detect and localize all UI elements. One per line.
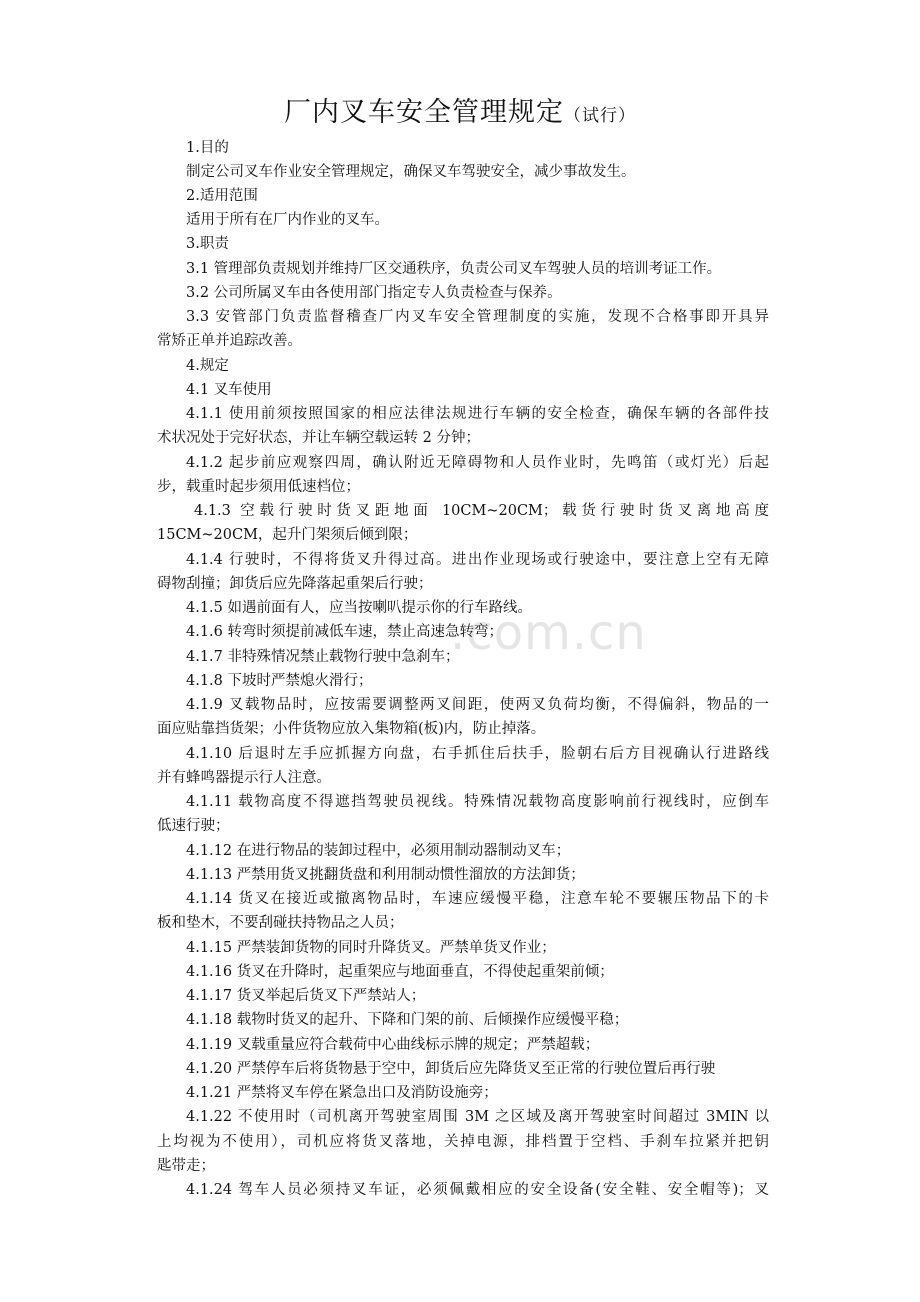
body-line: 4.1.10 后退时左手应抓握方向盘，右手抓住后扶手，脸朝右后方目视确认行进路线 [186,746,769,762]
body-line: 4.1.15 严禁装卸货物的同时升降货叉。严禁单货叉作业； [186,940,556,956]
body-line: 4.1.2 起步前应观察四周，确认附近无障碍物和人员作业时，先鸣笛（或灯光）后起 [186,455,769,471]
body-line: 4.1.5 如遇前面有人，应当按喇叭提示你的行车路线。 [186,600,533,616]
body-line: 4.1.13 严禁用货叉挑翻货盘和利用制动惯性溜放的方法卸货； [186,867,585,883]
body-line: 4.1.24 驾车人员必须持叉车证，必须佩戴相应的安全设备(安全鞋、安全帽等)；叉 [186,1182,769,1198]
body-line: 3.3 安管部门负责监督稽查厂内叉车安全管理制度的实施，发现不合格事即开具异 [186,309,769,325]
body-line: 4.1.21 严禁将叉车停在紧急出口及消防设施旁； [186,1085,498,1101]
body-line: 制定公司叉车作业安全管理规定，确保叉车驾驶安全，减少事故发生。 [186,164,636,180]
body-line: 匙带走； [157,1158,215,1174]
body-line: 适用于所有在厂内作业的叉车。 [186,212,389,228]
body-line: 4.1.1 使用前须按照国家的相应法律法规进行车辆的安全检查，确保车辆的各部件技 [186,406,769,422]
body-line: 4.1.16 货叉在升降时，起重架应与地面垂直，不得使起重架前倾； [186,964,614,980]
body-line: 术状况处于完好状态，并让车辆空载运转 2 分钟； [157,430,480,446]
body-line: 4.1.7 非特殊情况禁止载物行驶中急刹车； [186,649,460,665]
body-line: 4.1.20 严禁停车后将货物悬于空中，卸货后应先降货叉至正常的行驶位置后再行驶 [186,1061,716,1077]
body-line: 低速行驶； [157,818,230,834]
body-line: 15CM~20CM，起升门架须后倾到限； [157,527,418,543]
body-line: 4.1.19 叉载重量应符合载荷中心曲线标示牌的规定；严禁超载； [186,1037,600,1053]
body-line: 4.1.9 叉载物品时，应按需要调整两叉间距，使两叉负荷均衡，不得偏斜，物品的一 [186,697,769,713]
body-line: 上均视为不使用），司机应将货叉落地，关掉电源，排档置于空档、手刹车拉紧并把钥 [157,1134,769,1150]
body-line: 4.1.18 载物时货叉的起升、下降和门架的前、后倾操作应缓慢平稳； [186,1012,629,1028]
heading-forklift-use: 4.1 叉车使用 [186,382,272,398]
body-line: 板和垫木，不要刮碰扶持物品之人员； [157,915,404,931]
body-line: 碍物刮撞；卸货后应先降落起重架后行驶； [157,576,433,592]
body-line: 并有蜂鸣器提示行人注意。 [157,770,331,786]
body-line: 3.2 公司所属叉车由各使用部门指定专人负责检查与保养。 [186,285,562,301]
body-line: 步，载重时起步须用低速档位； [157,479,360,495]
title-suffix: （试行） [564,106,636,126]
body-line: 3.1 管理部负责规划并维持厂区交通秩序，负责公司叉车驾驶人员的培训考证工作。 [186,261,722,277]
body-line: 常矫正单并追踪改善。 [157,333,302,349]
title-main: 厂内叉车安全管理规定 [284,97,564,128]
heading-purpose: 1.目的 [186,140,229,156]
watermark: .com.cn [450,605,647,661]
body-line: 4.1.12 在进行物品的装卸过程中，必须用制动器制动叉车； [186,843,571,859]
heading-scope: 2.适用范围 [186,188,258,204]
heading-duties: 3.职责 [186,236,229,252]
body-line: 4.1.17 货叉举起后货叉下严禁站人； [186,988,426,1004]
heading-rules: 4.规定 [186,358,229,374]
body-line: 4.1.22 不使用时（司机离开驾驶室周围 3M 之区域及离开驾驶室时间超过 3MIN 以 [186,1109,769,1125]
body-line: 面应贴靠挡货架；小件货物应放入集物箱(板)内，防止掉落。 [157,721,546,737]
body-line: 4.1.14 货叉在接近或撤离物品时，车速应缓慢平稳，注意车轮不要辗压物品下的卡 [186,891,769,907]
body-line: 4.1.8 下坡时严禁熄火滑行； [186,673,373,689]
body-line: 4.1.4 行驶时，不得将货叉升得过高。进出作业现场或行驶途中，要注意上空有无障 [186,552,769,568]
body-line: 4.1.3 空载行驶时货叉距地面 10CM~20CM；载货行驶时货叉离地高度 [194,503,769,519]
body-line: 4.1.6 转弯时须提前减低车速，禁止高速急转弯； [186,624,504,640]
body-line: 4.1.11 载物高度不得遮挡驾驶员视线。特殊情况载物高度影响前行视线时，应倒车 [186,794,769,810]
document-title [0,93,920,136]
